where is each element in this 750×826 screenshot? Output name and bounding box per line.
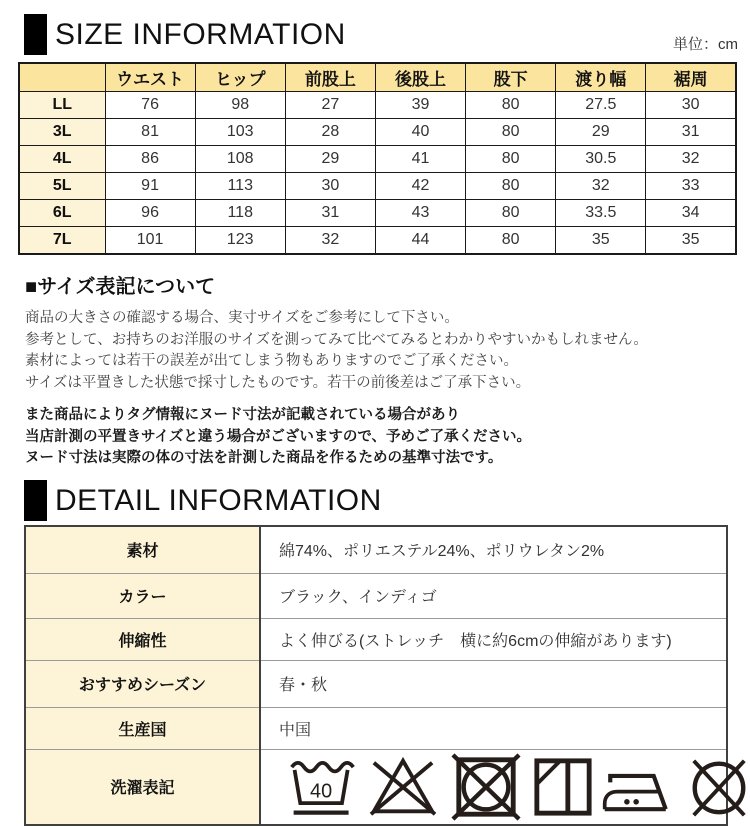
detail-value-cell: 中国 <box>260 707 727 749</box>
detail-label-cell: カラー <box>25 573 260 618</box>
no-bleach-icon <box>366 754 440 820</box>
size-table <box>18 62 737 255</box>
wash-40-mild-icon <box>287 754 359 820</box>
notes-text-line: 当店計測の平置きサイズと違う場合がございますので、予めご了承ください。 <box>25 428 532 445</box>
detail-table-row <box>25 707 727 749</box>
detail-label-cell: 伸縮性 <box>25 618 260 660</box>
size-notes-paragraph-1 <box>25 308 730 394</box>
size-table-row <box>19 173 736 200</box>
iron-medium-icon <box>601 754 675 820</box>
heading-block-decoration <box>24 14 47 55</box>
size-label-cell: 7L <box>19 227 105 255</box>
size-value-cell: 35 <box>646 227 736 255</box>
size-table-column-header: 前股上 <box>285 63 375 92</box>
size-table-header-row <box>19 63 736 92</box>
size-table-column-header: ウエスト <box>105 63 195 92</box>
notes-text-line: 素材によっては若干の誤差が出てしまう物もありますのでご了承ください。 <box>25 353 518 369</box>
size-value-cell: 30.5 <box>556 146 646 173</box>
size-value-cell: 39 <box>375 92 465 119</box>
size-value-cell: 32 <box>646 146 736 173</box>
detail-label-cell: おすすめシーズン <box>25 660 260 707</box>
size-value-cell: 80 <box>466 200 556 227</box>
size-information-title: SIZE INFORMATION <box>55 18 346 51</box>
notes-text-line: また商品によりタグ情報にヌード寸法が記載されている場合があり <box>25 407 460 423</box>
size-label-cell: 5L <box>19 173 105 200</box>
detail-table-row <box>25 660 727 707</box>
size-value-cell: 29 <box>556 119 646 146</box>
size-label-cell: 4L <box>19 146 105 173</box>
size-table-row <box>19 200 736 227</box>
detail-label-cell: 素材 <box>25 526 260 574</box>
detail-table-row <box>25 573 727 618</box>
size-value-cell: 80 <box>466 119 556 146</box>
size-value-cell: 28 <box>285 119 375 146</box>
size-table-column-header: 裾周 <box>646 63 736 92</box>
size-value-cell: 27.5 <box>556 92 646 119</box>
size-table-row <box>19 146 736 173</box>
size-value-cell: 31 <box>285 200 375 227</box>
size-value-cell: 80 <box>466 92 556 119</box>
size-value-cell: 33 <box>646 173 736 200</box>
size-value-cell: 32 <box>556 173 646 200</box>
detail-table-row <box>25 749 727 825</box>
size-value-cell: 31 <box>646 119 736 146</box>
size-value-cell: 113 <box>195 173 285 200</box>
size-value-cell: 27 <box>285 92 375 119</box>
size-value-cell: 40 <box>375 119 465 146</box>
notes-text-line: 参考として、お持ちのお洋服のサイズを測ってみて比べてみるとわかりやすいかもしれません。 <box>25 331 648 348</box>
size-notes-heading: ■サイズ表記について <box>25 276 216 298</box>
detail-value-cell: 春・秋 <box>260 660 727 707</box>
size-value-cell: 91 <box>105 173 195 200</box>
detail-table-row <box>25 618 727 660</box>
size-value-cell: 32 <box>285 227 375 255</box>
no-dry-clean-icon <box>682 754 750 820</box>
size-table-column-header: 渡り幅 <box>556 63 646 92</box>
size-table-column-header: ヒップ <box>195 63 285 92</box>
size-information-header <box>24 0 738 55</box>
no-tumble-dry-icon <box>447 753 525 821</box>
size-label-cell: 6L <box>19 200 105 227</box>
detail-value-cell: よく伸びる(ストレッチ 横に約6cmの伸縮があります) <box>260 618 727 660</box>
detail-table-row <box>25 526 727 574</box>
size-value-cell: 81 <box>105 119 195 146</box>
size-value-cell: 44 <box>375 227 465 255</box>
svg-text:40: 40 <box>310 779 333 802</box>
shade-hang-dry-icon <box>532 754 594 820</box>
laundry-symbols <box>279 750 720 824</box>
size-value-cell: 41 <box>375 146 465 173</box>
size-label-cell: 3L <box>19 119 105 146</box>
size-table-row <box>19 227 736 255</box>
size-value-cell: 98 <box>195 92 285 119</box>
size-table-column-header: 股下 <box>466 63 556 92</box>
size-value-cell: 29 <box>285 146 375 173</box>
size-value-cell: 103 <box>195 119 285 146</box>
size-value-cell: 34 <box>646 200 736 227</box>
detail-value-cell <box>260 749 727 825</box>
unit-note: 単位：cm <box>673 36 738 53</box>
size-value-cell: 96 <box>105 200 195 227</box>
detail-table <box>24 525 728 826</box>
size-table-row <box>19 92 736 119</box>
size-value-cell: 123 <box>195 227 285 255</box>
detail-label-cell: 生産国 <box>25 707 260 749</box>
size-value-cell: 101 <box>105 227 195 255</box>
notes-text-line: サイズは平置きした状態で採寸したものです。若干の前後差はご了承下さい。 <box>25 374 531 391</box>
size-value-cell: 108 <box>195 146 285 173</box>
size-value-cell: 35 <box>556 227 646 255</box>
size-notes-section <box>25 270 730 470</box>
size-value-cell: 80 <box>466 227 556 255</box>
heading-block-decoration <box>24 480 47 521</box>
size-label-cell: LL <box>19 92 105 119</box>
size-value-cell: 30 <box>646 92 736 119</box>
size-value-cell: 118 <box>195 200 285 227</box>
size-table-corner-cell <box>19 63 105 92</box>
size-notes-paragraph-2 <box>25 405 730 470</box>
detail-information-title: DETAIL INFORMATION <box>55 483 382 517</box>
size-value-cell: 80 <box>466 146 556 173</box>
detail-information-header <box>24 480 738 521</box>
detail-value-cell: 綿74%、ポリエステル24%、ポリウレタン2% <box>260 526 727 574</box>
size-value-cell: 30 <box>285 173 375 200</box>
size-value-cell: 80 <box>466 173 556 200</box>
size-table-row <box>19 119 736 146</box>
size-value-cell: 33.5 <box>556 200 646 227</box>
detail-value-cell: ブラック、インディゴ <box>260 573 727 618</box>
detail-label-cell: 洗濯表記 <box>25 749 260 825</box>
notes-text-line: 商品の大きさの確認する場合、実寸サイズをご参考にして下さい。 <box>25 310 459 326</box>
size-value-cell: 86 <box>105 146 195 173</box>
size-value-cell: 42 <box>375 173 465 200</box>
size-value-cell: 43 <box>375 200 465 227</box>
size-value-cell: 76 <box>105 92 195 119</box>
size-table-column-header: 後股上 <box>375 63 465 92</box>
notes-text-line: ヌード寸法は実際の体の寸法を計測した商品を作るための基準寸法です。 <box>25 450 503 466</box>
